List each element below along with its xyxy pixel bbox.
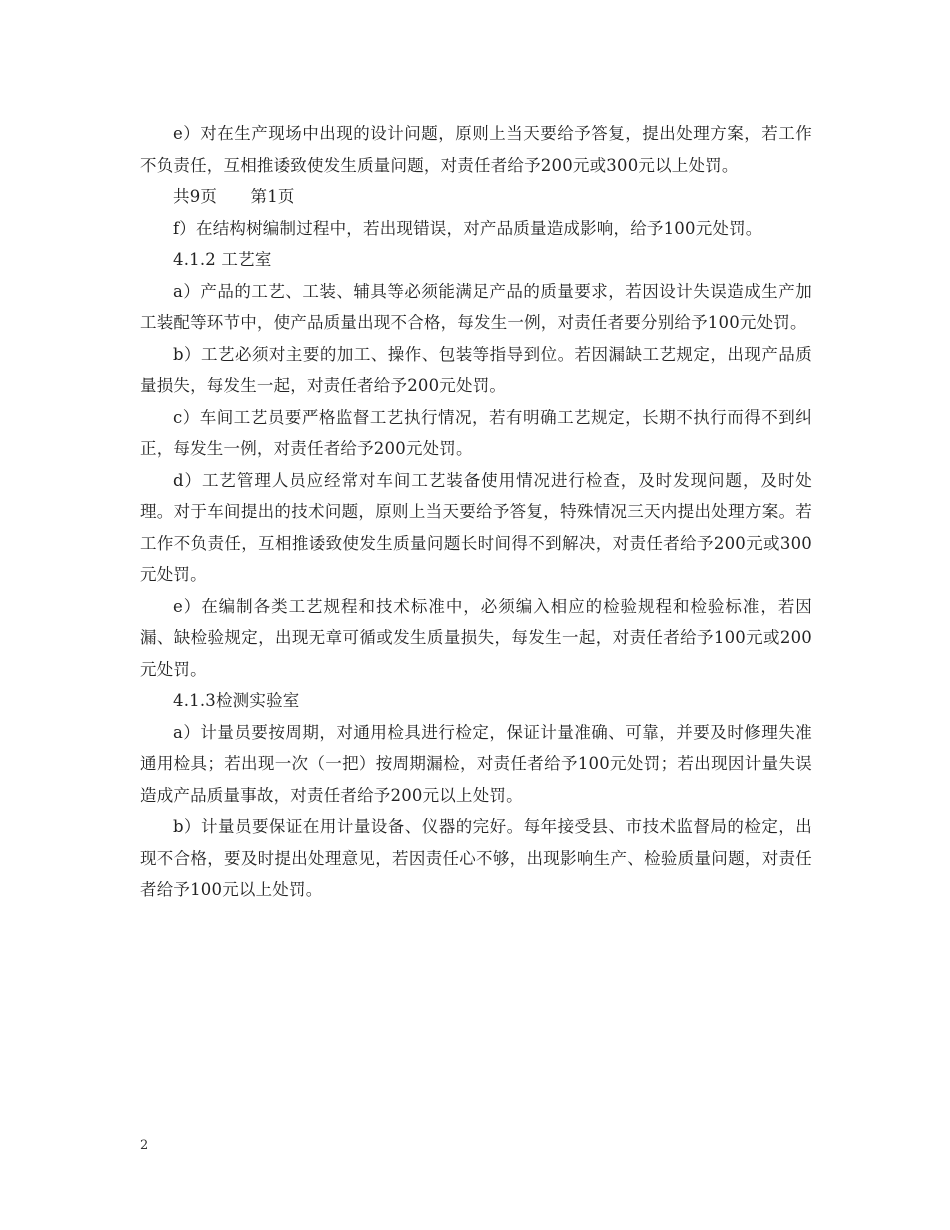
paragraph-process-e: e）在编制各类工艺规程和技术标准中，必须编入相应的检验规程和检验标准，若因漏、缺检验规定，出现无章可循或发生质量损失，每发生一起，对责任者给予100元或200元处罚。: [140, 596, 812, 679]
paragraph-testing-b: b）计量员要保证在用计量设备、仪器的完好。每年接受县、市技术监督局的检定，出现不合格，要及时提出处理意见，若因责任心不够，出现影响生产、检验质量问题，对责任者给予100元以上处罚。: [140, 817, 812, 899]
paragraph-structure-tree-f: f）在结构树编制过程中，若出现错误，对产品质量造成影响，给予100元处罚。: [173, 218, 763, 238]
page-count-note: 共9页 第1页: [173, 187, 295, 206]
section-heading-testing-lab: 4.1.3检测实验室: [173, 691, 300, 710]
paragraph-process-b: b）工艺必须对主要的加工、操作、包装等指导到位。若因漏缺工艺规定，出现产品质量损失，每发生一起，对责任者给予200元处罚。: [140, 344, 812, 395]
page-number: 2: [140, 1138, 149, 1153]
section-heading-process-office: 4.1.2 工艺室: [173, 250, 272, 269]
document-body: [140, 118, 812, 906]
paragraph-process-d: d）工艺管理人员应经常对车间工艺装备使用情况进行检查，及时发现问题，及时处理。对于车间提出的技术问题，原则上当天要给予答复，特殊情况三天内提出处理方案。若工作不负责任，互相推诿致使发生质量问题长时间得不到解决，对责任者给予200元或300元处罚。: [140, 470, 812, 584]
paragraph-testing-a: a）计量员要按周期，对通用检具进行检定，保证计量准确、可靠，并要及时修理失准通用检具；若出现一次（一把）按周期漏检，对责任者给予100元处罚；若出现因计量失误造成产品质量事故，对责任者给予200元以上处罚。: [140, 722, 812, 805]
paragraph-design-issue-e: e）对在生产现场中出现的设计问题，原则上当天要给予答复，提出处理方案，若工作不负责任，互相推诿致使发生质量问题，对责任者给予200元或300元以上处罚。: [140, 124, 812, 175]
paragraph-process-a: a）产品的工艺、工装、辅具等必须能满足产品的质量要求，若因设计失误造成生产加工装配等环节中，使产品质量出现不合格，每发生一例，对责任者要分别给予100元处罚。: [140, 281, 812, 332]
paragraph-process-c: c）车间工艺员要严格监督工艺执行情况，若有明确工艺规定，长期不执行而得不到纠正，每发生一例，对责任者给予200元处罚。: [140, 407, 812, 458]
